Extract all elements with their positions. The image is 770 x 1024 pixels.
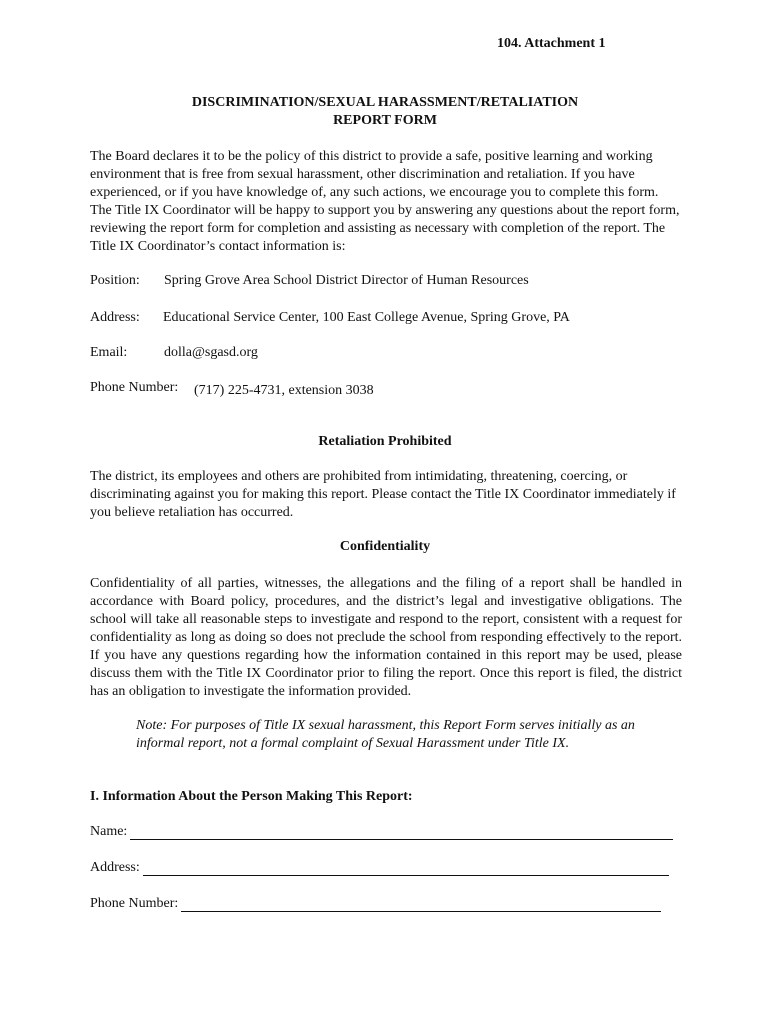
reporter-address-line[interactable] [143,861,669,876]
title-ix-note: Note: For purposes of Title IX sexual harassment, this Report Form serves initially as an informal report, not a formal complaint of Sexual Harassment under Title IX. [136,718,635,751]
section-1-heading: I. Information About the Person Making This Report: [90,789,413,804]
email-label: Email: [90,345,128,360]
email-value: dolla@sgasd.org [164,345,258,360]
retaliation-paragraph: The district, its employees and others are prohibited from intimidating, threatening, coercing, or discriminating against you for making this report. Please contact the Title IX Coordinator immediately if you believe retaliation has occurred. [90,469,676,520]
reporter-phone-line[interactable] [181,897,661,912]
phone-value: (717) 225-4731, extension 3038 [194,383,374,398]
attachment-label: 104. Attachment 1 [497,36,606,51]
intro-paragraph: The Board declares it to be the policy of this district to provide a safe, positive learning and working environment that is free from sexual harassment, other discrimination and retaliation. If you have experienced, or if you have knowledge of, any such actions, we encourage you to complete this form. The Title IX Coordinator will be happy to support you by answering any questions about the report form, reviewing the report form for completion and assisting as necessary with completion of the report. The Title IX Coordinator’s contact information is: [90,149,680,254]
form-title-line-1: DISCRIMINATION/SEXUAL HARASSMENT/RETALIATION [191,95,579,110]
position-label: Position: [90,273,140,288]
reporter-name-field[interactable] [90,824,673,840]
form-title-line-2: REPORT FORM [333,113,437,128]
confidentiality-paragraph: Confidentiality of all parties, witnesses, the allegations and the filing of a report shall be handled in accordance with Board policy, procedures, and the district’s legal and investigative obligations. The school will take all reasonable steps to investigate and respond to the report, consistent with a request for confidentiality as long as doing so does not preclude the school from responding effectively to the report. If you have any questions regarding how the information contained in this report may be used, please discuss them with the Title IX Coordinator prior to filing the report. Once this report is filed, the district has an obligation to investigate the information provided. [90,576,682,699]
reporter-phone-label: Phone Number: [90,896,179,911]
reporter-name-label: Name: [90,824,128,839]
reporter-name-line[interactable] [130,825,673,840]
address-value: Educational Service Center, 100 East College Avenue, Spring Grove, PA [163,310,570,325]
position-value: Spring Grove Area School District Director of Human Resources [164,273,529,288]
retaliation-heading: Retaliation Prohibited [318,434,452,449]
phone-label: Phone Number: [90,380,179,395]
reporter-phone-field[interactable] [90,896,661,912]
form-title [90,94,680,130]
reporter-address-field[interactable] [90,860,669,876]
address-label: Address: [90,310,140,325]
reporter-address-label: Address: [90,860,140,875]
confidentiality-heading: Confidentiality [339,539,431,554]
